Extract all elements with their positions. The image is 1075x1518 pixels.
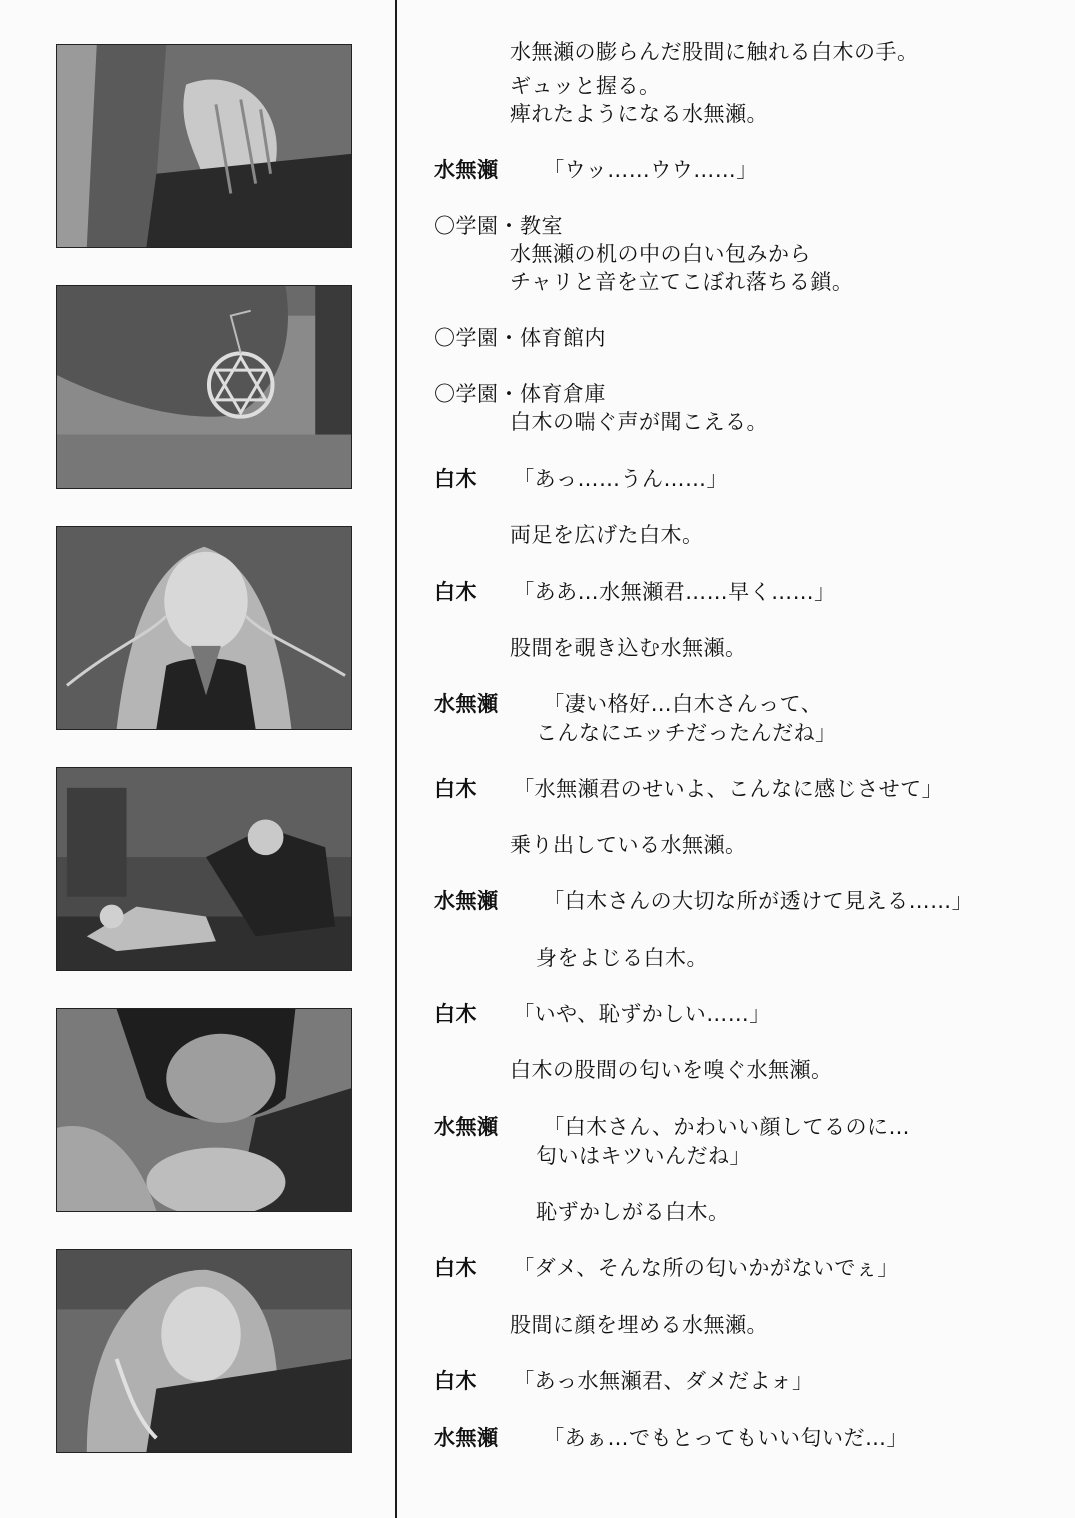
- stage-direction: 乗り出している水無瀬。: [510, 833, 747, 857]
- storyboard-frame-5: [56, 1008, 352, 1212]
- storyboard-frame-6: [56, 1249, 352, 1453]
- speaker-name: 白木: [434, 1369, 477, 1393]
- speaker-name: 白木: [434, 467, 477, 491]
- dialogue-line: [434, 1422, 908, 1454]
- dialogue-line: [434, 1365, 814, 1397]
- dialogue-text: 「ああ…水無瀬君……早く……」: [513, 580, 836, 604]
- dialogue-text: 「あっ水無瀬君、ダメだよォ」: [513, 1369, 814, 1393]
- speaker-name: 水無瀬: [434, 1426, 499, 1450]
- dialogue-text: 「水無瀬君のせいよ、こんなに感じさせて」: [513, 777, 944, 801]
- speaker-name: 白木: [434, 1002, 477, 1026]
- speaker-name: 白木: [434, 777, 477, 801]
- scene-heading: 〇学園・体育倉庫: [434, 382, 606, 406]
- stage-direction: 白木の喘ぐ声が聞こえる。: [510, 410, 768, 434]
- stage-direction: 身をよじる白木。: [536, 946, 708, 970]
- storyboard-frame-1: [56, 44, 352, 248]
- stage-direction: ギュッと握る。: [510, 74, 661, 98]
- speaker-name: 水無瀬: [434, 692, 499, 716]
- stage-direction: 水無瀬の膨らんだ股間に触れる白木の手。: [510, 40, 919, 64]
- dialogue-text: 「いや、恥ずかしい……」: [513, 1002, 771, 1026]
- column-divider: [395, 0, 397, 1518]
- dialogue-text: 「凄い格好…白木さんって、: [543, 692, 823, 716]
- stage-direction: 恥ずかしがる白木。: [536, 1200, 730, 1224]
- dialogue-line: [434, 998, 771, 1030]
- dialogue-line: [434, 463, 728, 495]
- dialogue-line: [434, 773, 943, 805]
- stage-direction: 水無瀬の机の中の白い包みから: [510, 242, 811, 266]
- dialogue-line: [434, 688, 822, 720]
- stage-direction: 股間を覗き込む水無瀬。: [510, 636, 747, 660]
- dialogue-text: 「白木さん、かわいい顔してるのに…: [543, 1115, 910, 1139]
- dialogue-line: [434, 154, 758, 186]
- scene-heading: 〇学園・教室: [434, 214, 563, 238]
- stage-direction: 両足を広げた白木。: [510, 523, 704, 547]
- speaker-name: 白木: [434, 580, 477, 604]
- scene-heading: 〇学園・体育館内: [434, 326, 606, 350]
- stage-direction: 痺れたようになる水無瀬。: [510, 102, 768, 126]
- speaker-name: 水無瀬: [434, 158, 499, 182]
- stage-direction: チャリと音を立てこぼれ落ちる鎖。: [510, 270, 854, 294]
- dialogue-text: 「ダメ、そんな所の匂いかがないでぇ」: [513, 1256, 899, 1280]
- dialogue-line: [434, 1252, 899, 1284]
- stage-direction: 股間に顔を埋める水無瀬。: [510, 1313, 768, 1337]
- speaker-name: 白木: [434, 1256, 477, 1280]
- dialogue-continuation: こんなにエッチだったんだね」: [536, 721, 837, 745]
- dialogue-continuation: 匂いはキツいんだね」: [536, 1144, 751, 1168]
- speaker-name: 水無瀬: [434, 1115, 499, 1139]
- storyboard-frame-3: [56, 526, 352, 730]
- stage-direction: 白木の股間の匂いを嗅ぐ水無瀬。: [510, 1058, 833, 1082]
- storyboard-frame-4: [56, 767, 352, 971]
- speaker-name: 水無瀬: [434, 889, 499, 913]
- dialogue-text: 「あぁ…でもとってもいい匂いだ…」: [543, 1426, 909, 1450]
- dialogue-line: [434, 576, 836, 608]
- dialogue-line: [434, 1111, 910, 1143]
- dialogue-text: 「白木さんの大切な所が透けて見える……」: [543, 889, 974, 913]
- dialogue-text: 「ウッ……ウウ……」: [543, 158, 758, 182]
- dialogue-text: 「あっ……うん……」: [513, 467, 728, 491]
- dialogue-line: [434, 885, 973, 917]
- storyboard-frame-2: [56, 285, 352, 489]
